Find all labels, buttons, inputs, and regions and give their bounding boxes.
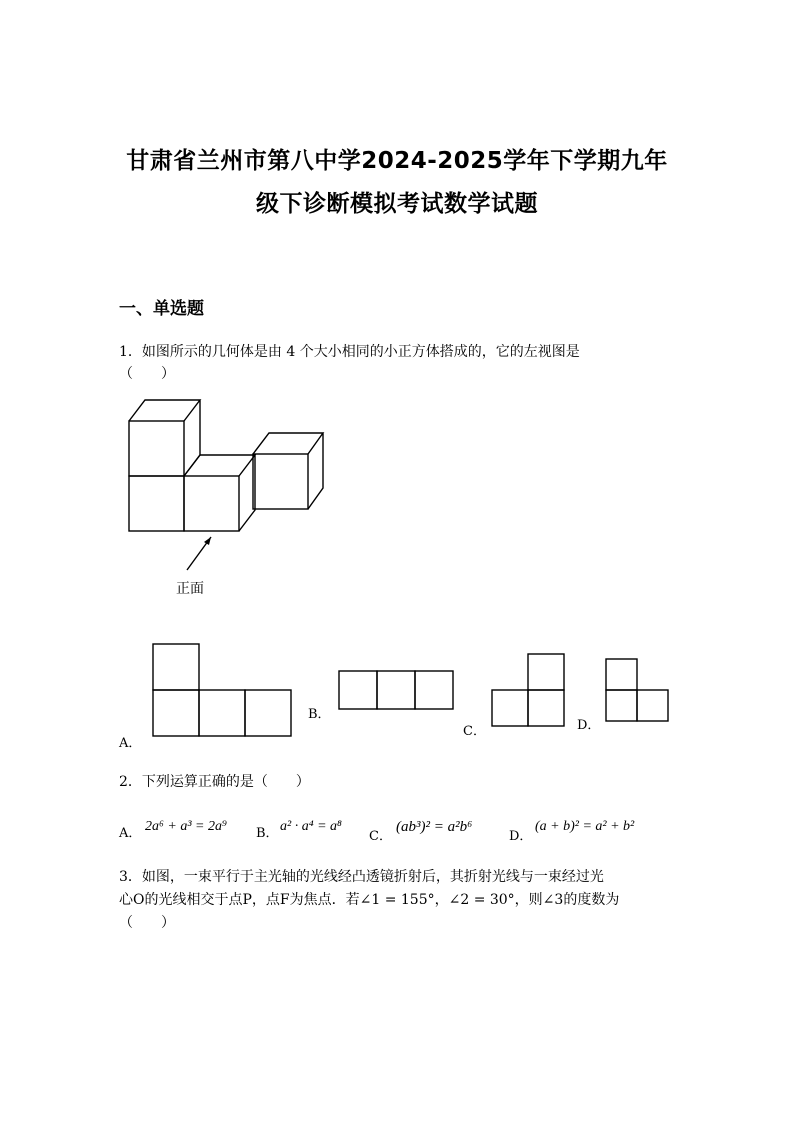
q1-option-d-label[interactable]: D．: [577, 718, 601, 733]
q2-stem: 2．下列运算正确的是（ ）: [119, 774, 310, 790]
q2-option-c-expr: (ab³)² = a²b⁶: [396, 819, 473, 835]
q1-stem: 1．如图所示的几何体是由 4 个大小相同的小正方体搭成的，它的左视图是: [119, 344, 580, 360]
q3-line1: 3．如图，一束平行于主光轴的光线经凸透镜折射后，其折射光线与一束经过光: [119, 869, 604, 885]
exam-title-line1: 甘肃省兰州市第八中学2024-2025学年下学期九年: [126, 148, 668, 174]
q1-option-c-label[interactable]: C．: [463, 724, 486, 739]
q2-option-a-label[interactable]: A．: [119, 826, 142, 841]
q3-line2: 心O的光线相交于点P，点F为焦点．若∠1 = 155°，∠2 = 30°，则∠3的度数为: [119, 892, 620, 908]
q1-option-d-figure: [604, 656, 674, 726]
q2-option-d-label[interactable]: D．: [509, 829, 533, 844]
q1-cube-figure: [125, 395, 335, 605]
q2-option-d-expr: (a + b)² = a² + b²: [535, 819, 635, 834]
q2-option-b-expr: a² · a⁴ = a⁸: [280, 819, 342, 834]
section-heading: 一、单选题: [119, 299, 204, 319]
q1-option-b-label[interactable]: B．: [308, 707, 331, 722]
q3-blank: （ ）: [119, 915, 175, 931]
front-label: 正面: [176, 581, 204, 597]
q2-option-b-label[interactable]: B．: [256, 826, 279, 841]
q1-option-a-figure: [150, 641, 300, 741]
q1-option-c-figure: [490, 651, 570, 731]
q2-option-c-label[interactable]: C．: [369, 829, 392, 844]
q1-blank: （ ）: [119, 366, 175, 382]
q1-option-a-label[interactable]: A．: [119, 736, 142, 751]
q1-option-b-figure: [336, 668, 461, 713]
q2-option-a-expr: 2a⁶ + a³ = 2a⁹: [145, 819, 227, 834]
exam-title-line2: 级下诊断模拟考试数学试题: [256, 191, 538, 217]
